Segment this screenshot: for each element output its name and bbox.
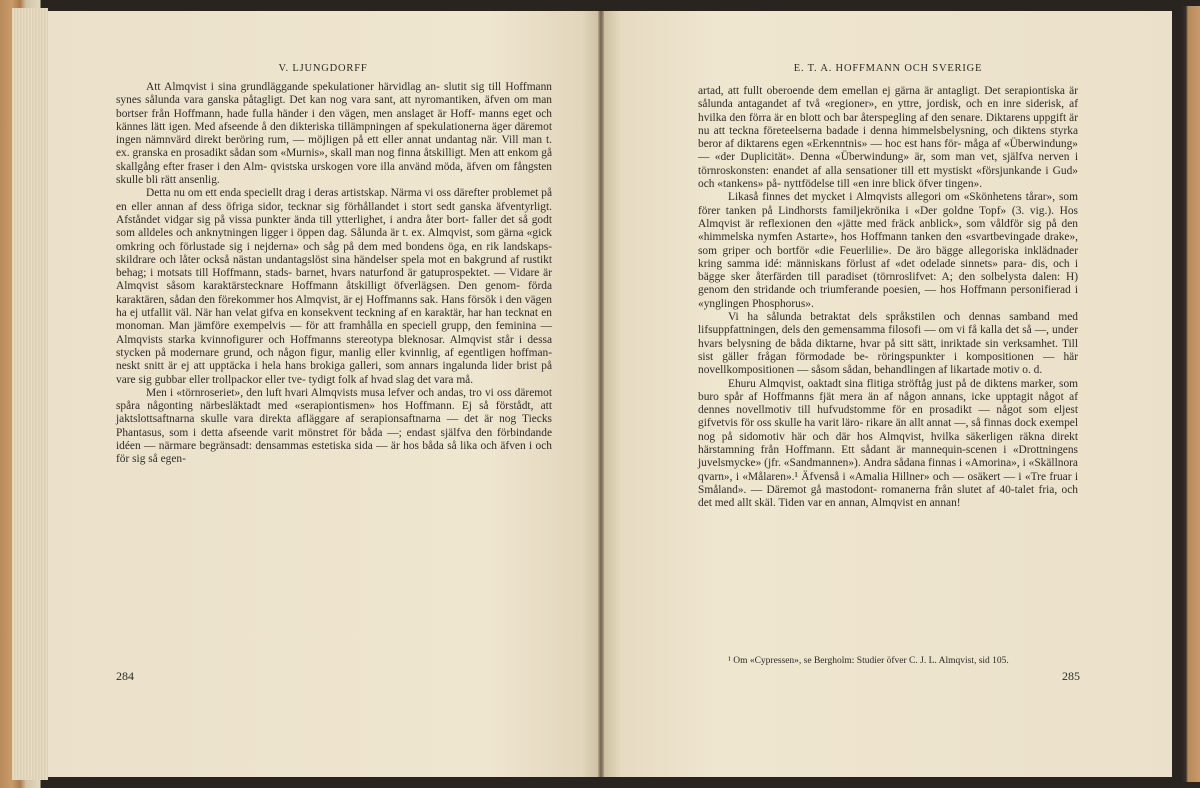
paragraph: Likaså finnes det mycket i Almqvists allegori om «Skönhetens tårar», som förer tanken på Lindhorsts familjekrönika i «Der goldne Topf» (3. vig.). Hos Almqvist är reflexionen den «jätte med fräck anblick», som våldför sig på den «himmelska nymfen Astarte», hos Hoffmann tanken den «svartbevingade drake», som griper och bortför «die Feuerlilie». De äro bägge allegoriska inklädnader kring samma idé: människans förlust af «det odelade sinnets» para- dis, och i bägge sker återfärden till paradiset (törnroslifvet: A; den solbelysta dalen: H) genom den stridande och triumferande poesien, — hos Hoffmann personifierad i «ynglingen Phosphorus». [698,191,1078,310]
body-text [116,81,552,467]
paragraph: artad, att fullt oberoende dem emellan ej gärna är antagligt. Det serapiontiska är sålunda antagandet af två «regioner», en yttre, jordisk, och en inre siderisk, af hvilka den förra är en blott och bar återspegling af den senare. Diktarens uppgift är nu att teckna företeelserna badade i denna himmelsbelysning, och diktens styrka beror af diktarens egen «Erkenntnis» — hoc est hans för- måga af «Überwindung» — «der Duplicität». Denna «Überwindung» är, som man vet, själfva nerven i törnroskonsten: enandet af alla sensationer till ett mystiskt «försjunkande i Gud» och «tankens» på- nyttfödelse till «en inre blick öfver tingen». [698,85,1078,191]
book-cover-edge [1182,6,1200,782]
paragraph: Detta nu om ett enda speciellt drag i deras artistskap. Närma vi oss därefter problemet på en eller annan af dess öfriga sidor, tecknar sig förhållandet i stort sedt ganska äfventyrligt. Afståndet vidgar sig på vissa punkter ända till ytterlighet, i andra åter bort- faller det så godt som alldeles och anknytningen ligger i öppen dag. Sålunda är t. ex. Almqvist, som gärna «gick omkring och förlustade sig i nejderna» och såg på dem med bondens öga, en rik landskaps- skildrare och låter också nästan undantagslöst sina händelser spela mot en bakgrund af rustikt behag; i motsats till Hoffmann, stads- barnet, hvars naturfond är gatuprospektet. — Vidare är Almqvist såsom karaktärstecknare Hoffmann åtskilligt öfverlägsen. Den genom- förda karaktären, sådan den förekommer hos Almqvist, är ej Hoffmanns sak. Hans försök i den vägen ha ej utfallit väl. När han velat gifva en konsekvent teckning af en karaktär, har han tecknat en monoman. Man jämföre exempelvis — för att framhålla en speciell grupp, den feminina — Almqvists starka kvinnofigurer och Hoffmanns stereotypa bleknosar. Almqvist står i dessa stycken på modernare grund, och någon figur, manlig eller kvinnlig, af egentligen hoffman- neskt snitt är ej att upptäcka i hela hans brokiga galleri, som annars ingalunda lider brist på vare sig gubbar eller trollpackor eller tve- tydigt folk af hvad slag det vara må. [116,187,552,386]
page-number: 284 [116,669,134,683]
running-header: V. LJUNGDORFF [278,63,368,74]
running-header: E. T. A. HOFFMANN OCH SVERIGE [793,63,983,74]
left-page [48,11,598,777]
paragraph: Men i «törnroseriet», den luft hvari Almqvists musa lefver och andas, tro vi oss däremot spåra någonting närbesläktadt med «serapiontismen» hos Hoffmann. Ej så förstådt, att jaktslottsaftnarna skulle vara direkta afläggare af serapionsaftnarna — det är nog Tiecks Phantasus, som i detta afseende varit mönstret för båda —; endast själfva den förbindande idéen — närmare begränsadt: densammas estetiska sida — är hos båda så lika och äfven i och för sig så egen- [116,386,552,466]
page-edges [12,8,48,780]
paragraph: Att Almqvist i sina grundläggande spekulationer härvidlag an- slutit sig till Hoffmann synes sålunda vara ganska påtagligt. Det kan nog vara sant, att nyromantiken, äfven om man bortser från Hoffmann, hade fulla händer i den vägen, men anslaget är Hoff- manns eget och kännes lätt igen. Med afseende å den dikteriska tillämpningen af spekulationerna äger däremot ingen nämnvärd direkt beröring rum, — möjligen på ett eller annat undantag när. Vill man t. ex. granska en prosadikt sådan som «Murnis», skall man nog finna åtskilligt. Men att enkom gå skallgång efter fraser i den Alm- qvistska urskogen vore illa använd möda, äfven om fångsten skulle bli rätt ansenlig. [116,81,552,187]
paragraph: Ehuru Almqvist, oaktadt sina flitiga ströftåg just på de diktens marker, som buro spår af Hoffmanns fjät mera än af någon annans, icke upptagit något af dennes novellmotiv till hufvudstomme för en prosadikt — något som eljest gifvetvis för oss skulle ha varit läro- rikare än allt annat —, så finnas dock exempel nog på sidomotiv här och där hos Almqvist, hvilka säkerligen räkna direkt härstamning från Hoffmann. Ett sådant är mannequin-scenen i «Drottningens juvelsmycke» (jfr. «Sandmannen»). Andra sådana finnas i «Amorina», i «Skällnora qvarn», i «Målaren».¹ Äfvenså i «Amalia Hillner» och — osäkert — i «Tre fruar i Småland». — Däremot gå mastodont- romanerna från slutet af 40-talet fria, och det med allt skäl. Tiden var en annan, Almqvist en annan! [698,377,1078,510]
body-text [698,85,1078,511]
page-number: 285 [1062,669,1080,683]
footnote: ¹ Om «Cypressen», se Bergholm: Studier öfver C. J. L. Almqvist, sid 105. [728,656,1009,666]
right-page [604,11,1172,777]
paragraph: Vi ha sålunda betraktat dels språkstilen och dennas samband med lifsuppfattningen, dels den gemensamma filosofi — om vi få kalla det så —, under hvars belysning de båda diktarne, hvar på sitt sätt, inriktade sin verksamhet. Till sist gäller frågan förmodade be- röringspunkter i kompositionen — här novellkompositionen — såsom sådan, behandlingen af likartade motiv o. d. [698,311,1078,377]
